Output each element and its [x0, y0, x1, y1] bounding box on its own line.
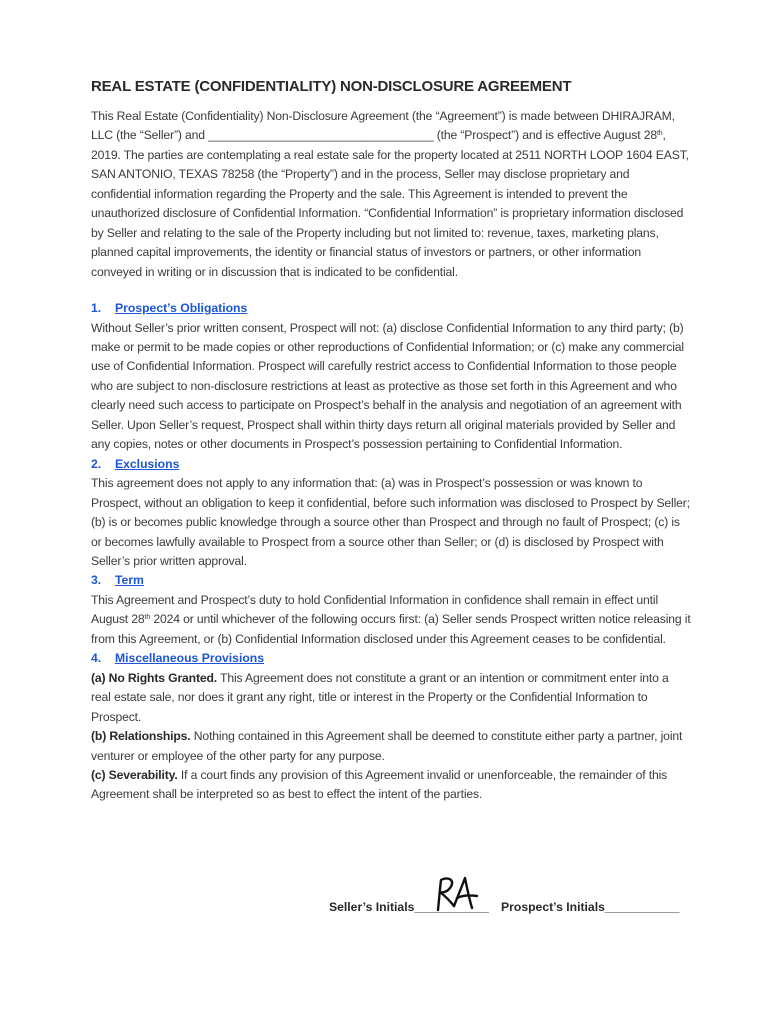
intro-text-part-2: , 2019. The parties are contemplating a real estate sale for the property located at 2511 NORTH LOOP 1604 EAST, SAN ANTONIO, TEXAS 78258 (the “Property”) and in the process, Seller may disclose proprietary and confidential information regarding the Property and the sale. This Agreement is intended to prevent the unauthorized disclosure of Confidential Information. “Confidential Information” is proprietary information disclosed by Seller and relating to the sale of the Property including but not limited to: revenue, taxes, marketing plans, planned capital improvements, the identity or financial status of investors or partners, or other information conveyed in writing or in discussion that is indicated to be confidential.: [91, 128, 689, 279]
section-3-heading[interactable]: [91, 571, 691, 590]
section-4-title: Miscellaneous Provisions: [115, 651, 265, 666]
seller-initials-field: Seller’s Initials___________: [329, 900, 489, 914]
section-3-superscript: th: [144, 614, 151, 622]
provision-b-text: Nothing contained in this Agreement shall be deemed to constitute either party a partner, joint venturer or employee of the other party for any purpose.: [91, 729, 683, 763]
section-4-number: 4.: [91, 651, 102, 666]
section-1-number: 1.: [91, 301, 102, 316]
provision-a-text: This Agreement does not constitute a grant or an intention or commitment enter into a real estate sale, nor does it grant any right, title or interest in the Property or the Confidential Information to Prospect.: [91, 670, 669, 724]
section-2-body: This agreement does not apply to any information that: (a) was in Prospect’s possession or was known to Prospect, without an obligation to keep it confidential, before such information was disclosed to Prospect by Seller; (b) is or becomes public knowledge through a source other than Prospect and through no fault of Prospect; (c) is or becomes lawfully available to Prospect from a source other than Seller; or (d) is disclosed by Prospect with Seller’s prior written approval.: [91, 476, 690, 568]
intro-text-part-1: This Real Estate (Confidentiality) Non-Disclosure Agreement (the “Agreement”) is made between DHIRAJRAM, LLC (the “Seller”) and __________________________________ (the “Prospect”) and is effective August 28: [91, 109, 675, 143]
section-4-heading[interactable]: [91, 649, 691, 668]
section-2-heading[interactable]: [91, 455, 691, 474]
intro-paragraph: [91, 107, 691, 282]
provision-c-text: If a court finds any provision of this Agreement invalid or unenforceable, the remainder of this Agreement shall be interpreted so as best to effect the intent of the parties.: [91, 767, 668, 802]
section-3-text-part-1: This Agreement and Prospect’s duty to hold Confidential Information in confidence shall remain in effect until August 28: [91, 592, 659, 627]
section-3-number: 3.: [91, 573, 102, 588]
section-3-body: [91, 591, 691, 649]
prospect-initials-field: Prospect’s Initials___________: [501, 900, 680, 914]
document-title: REAL ESTATE (CONFIDENTIALITY) NON-DISCLOSURE AGREEMENT: [91, 78, 572, 95]
section-1-body: Without Seller’s prior written consent, Prospect will not: (a) disclose Confidential Information to any third party; (b) make or permit to be made copies or other reproductions of Confidential Information; or (c) make any commercial use of Confidential Information. Prospect will carefully restrict access to Confidential Information to those people who are subject to non-disclosure restrictions at least as protective as those set forth in this Agreement and who clearly need such access to participate on Prospect’s behalf in the analysis and negotiation of an agreement with Seller. Upon Seller’s request, Prospect shall within thirty days return all original materials provided by Seller and any copies, notes or other documents in Prospect’s possession pertaining to Confidential Information.: [91, 320, 684, 452]
intro-superscript: th: [656, 130, 663, 138]
provision-no-rights-granted: [91, 669, 691, 727]
section-3-text-part-2: 2024 or until whichever of the following occurs first: (a) Seller sends Prospect written notice releasing it from this Agreement, or (b) Confidential Information disclosed under this Agreement ceases to be confidential.: [91, 612, 691, 646]
section-2-number: 2.: [91, 456, 102, 471]
provision-c-label: (c) Severability.: [91, 767, 178, 782]
provision-severability: [91, 766, 691, 805]
provision-relationships: [91, 727, 691, 766]
provision-b-label: (b) Relationships.: [91, 729, 191, 744]
section-1-title: Prospect’s Obligations: [115, 301, 248, 316]
document-body: [91, 77, 691, 805]
section-3-title: Term: [115, 573, 144, 588]
provision-a-label: (a) No Rights Granted.: [91, 670, 218, 685]
section-2-title: Exclusions: [115, 456, 180, 471]
section-1-heading[interactable]: [91, 299, 691, 318]
